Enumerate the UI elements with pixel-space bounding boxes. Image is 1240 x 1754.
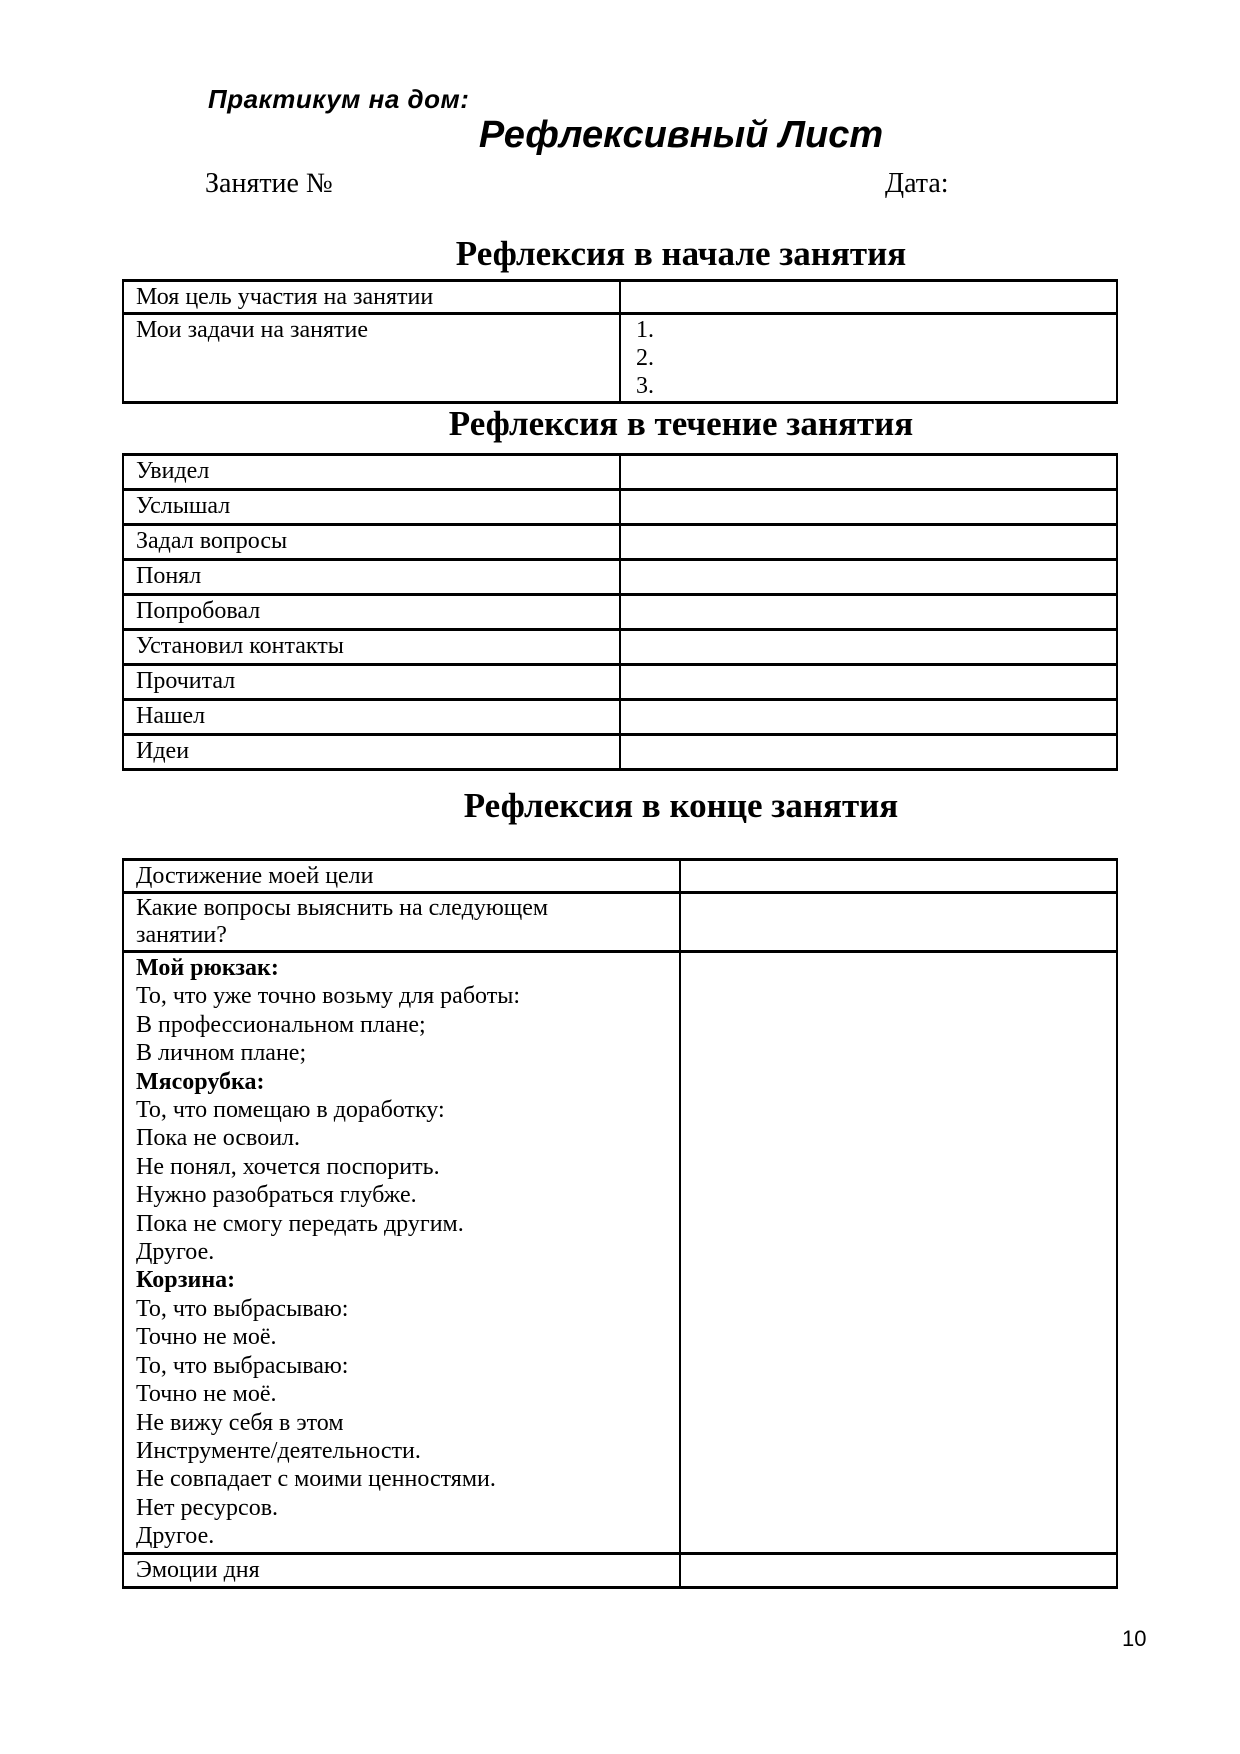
answer-cell[interactable]	[680, 893, 1117, 952]
title-row	[122, 114, 1240, 157]
table-during-reflection	[122, 453, 1118, 771]
table-row	[123, 560, 1117, 595]
table-row	[123, 314, 1117, 403]
table-row	[123, 525, 1117, 560]
answer-cell[interactable]	[620, 630, 1117, 665]
table-row	[123, 630, 1117, 665]
table-row	[123, 281, 1117, 314]
row-label: Эмоции дня	[123, 1553, 680, 1587]
row-label: Какие вопросы выяснить на следующем занятии?	[123, 893, 680, 952]
table-row	[123, 735, 1117, 770]
answer-cell[interactable]	[680, 1553, 1117, 1587]
meta-row	[0, 168, 1240, 204]
document-title: Рефлексивный Лист	[478, 114, 884, 156]
lesson-number-label: Занятие №	[205, 168, 333, 199]
table-start-reflection	[122, 279, 1118, 404]
answer-cell[interactable]	[680, 952, 1117, 1554]
row-label: Попробовал	[123, 595, 620, 630]
table-row	[123, 455, 1117, 490]
list-item-number: 2.	[636, 345, 654, 371]
row-label: Услышал	[123, 490, 620, 525]
row-label: Понял	[123, 560, 620, 595]
row-label: Идеи	[123, 735, 620, 770]
list-item-number: 3.	[636, 373, 654, 399]
answer-cell[interactable]	[620, 560, 1117, 595]
answer-cell[interactable]	[620, 595, 1117, 630]
row-label: Мои задачи на занятие	[123, 314, 620, 403]
table-row	[123, 490, 1117, 525]
answer-cell[interactable]	[620, 665, 1117, 700]
section-heading-during-wrap	[122, 404, 1240, 444]
homework-label: Практикум на дом:	[208, 84, 470, 114]
table-row	[123, 665, 1117, 700]
table-row	[123, 952, 1117, 1554]
answer-cell[interactable]	[680, 860, 1117, 893]
row-label: Прочитал	[123, 665, 620, 700]
table-row	[123, 700, 1117, 735]
backpack-heading: Мой рюкзак:	[136, 955, 279, 981]
meatgrinder-heading: Мясорубка:	[136, 1068, 265, 1095]
page-number: 10	[1122, 1626, 1147, 1651]
answer-cell[interactable]	[620, 455, 1117, 490]
answer-cell[interactable]	[620, 525, 1117, 560]
section-heading-end: Рефлексия в конце занятия	[463, 786, 899, 825]
row-label: Моя цель участия на занятии	[123, 281, 620, 314]
row-label: Установил контакты	[123, 630, 620, 665]
table-end-reflection	[122, 858, 1118, 1589]
answer-cell[interactable]	[620, 281, 1117, 314]
row-label: Нашел	[123, 700, 620, 735]
list-item-number: 1.	[636, 317, 654, 343]
section-heading-during: Рефлексия в течение занятия	[448, 404, 914, 443]
answer-cell[interactable]	[620, 490, 1117, 525]
section-heading-start-wrap	[122, 234, 1240, 274]
table-row	[123, 860, 1117, 893]
table-row	[123, 1553, 1117, 1587]
row-label: Увидел	[123, 455, 620, 490]
table-row	[123, 595, 1117, 630]
basket-heading: Корзина:	[136, 1267, 236, 1294]
date-label: Дата:	[885, 168, 949, 199]
answer-cell[interactable]	[620, 314, 1117, 403]
answer-cell[interactable]	[620, 735, 1117, 770]
row-label-multiline: Мой рюкзак: То, что уже точно возьму для работы: В профессиональном плане; В личном плане; Мясорубка: То, что помещаю в доработку: Пока не освоил. Не понял, хочется поспорить. Нужно разобраться глубже. Пока не смогу передать другим. Другое. Корзина: То, что выбрасываю: Точно не моё. То, что выбрасываю: Точно не моё. Не вижу себя в этом Инструменте/деятельности. Не совпадает с моими ценностями. Нет ресурсов. Другое.	[123, 952, 680, 1554]
row-label: Достижение моей цели	[123, 860, 680, 893]
table-row	[123, 893, 1117, 952]
section-heading-start: Рефлексия в начале занятия	[455, 234, 907, 273]
section-heading-end-wrap	[122, 786, 1240, 826]
answer-cell[interactable]	[620, 700, 1117, 735]
row-label: Задал вопросы	[123, 525, 620, 560]
